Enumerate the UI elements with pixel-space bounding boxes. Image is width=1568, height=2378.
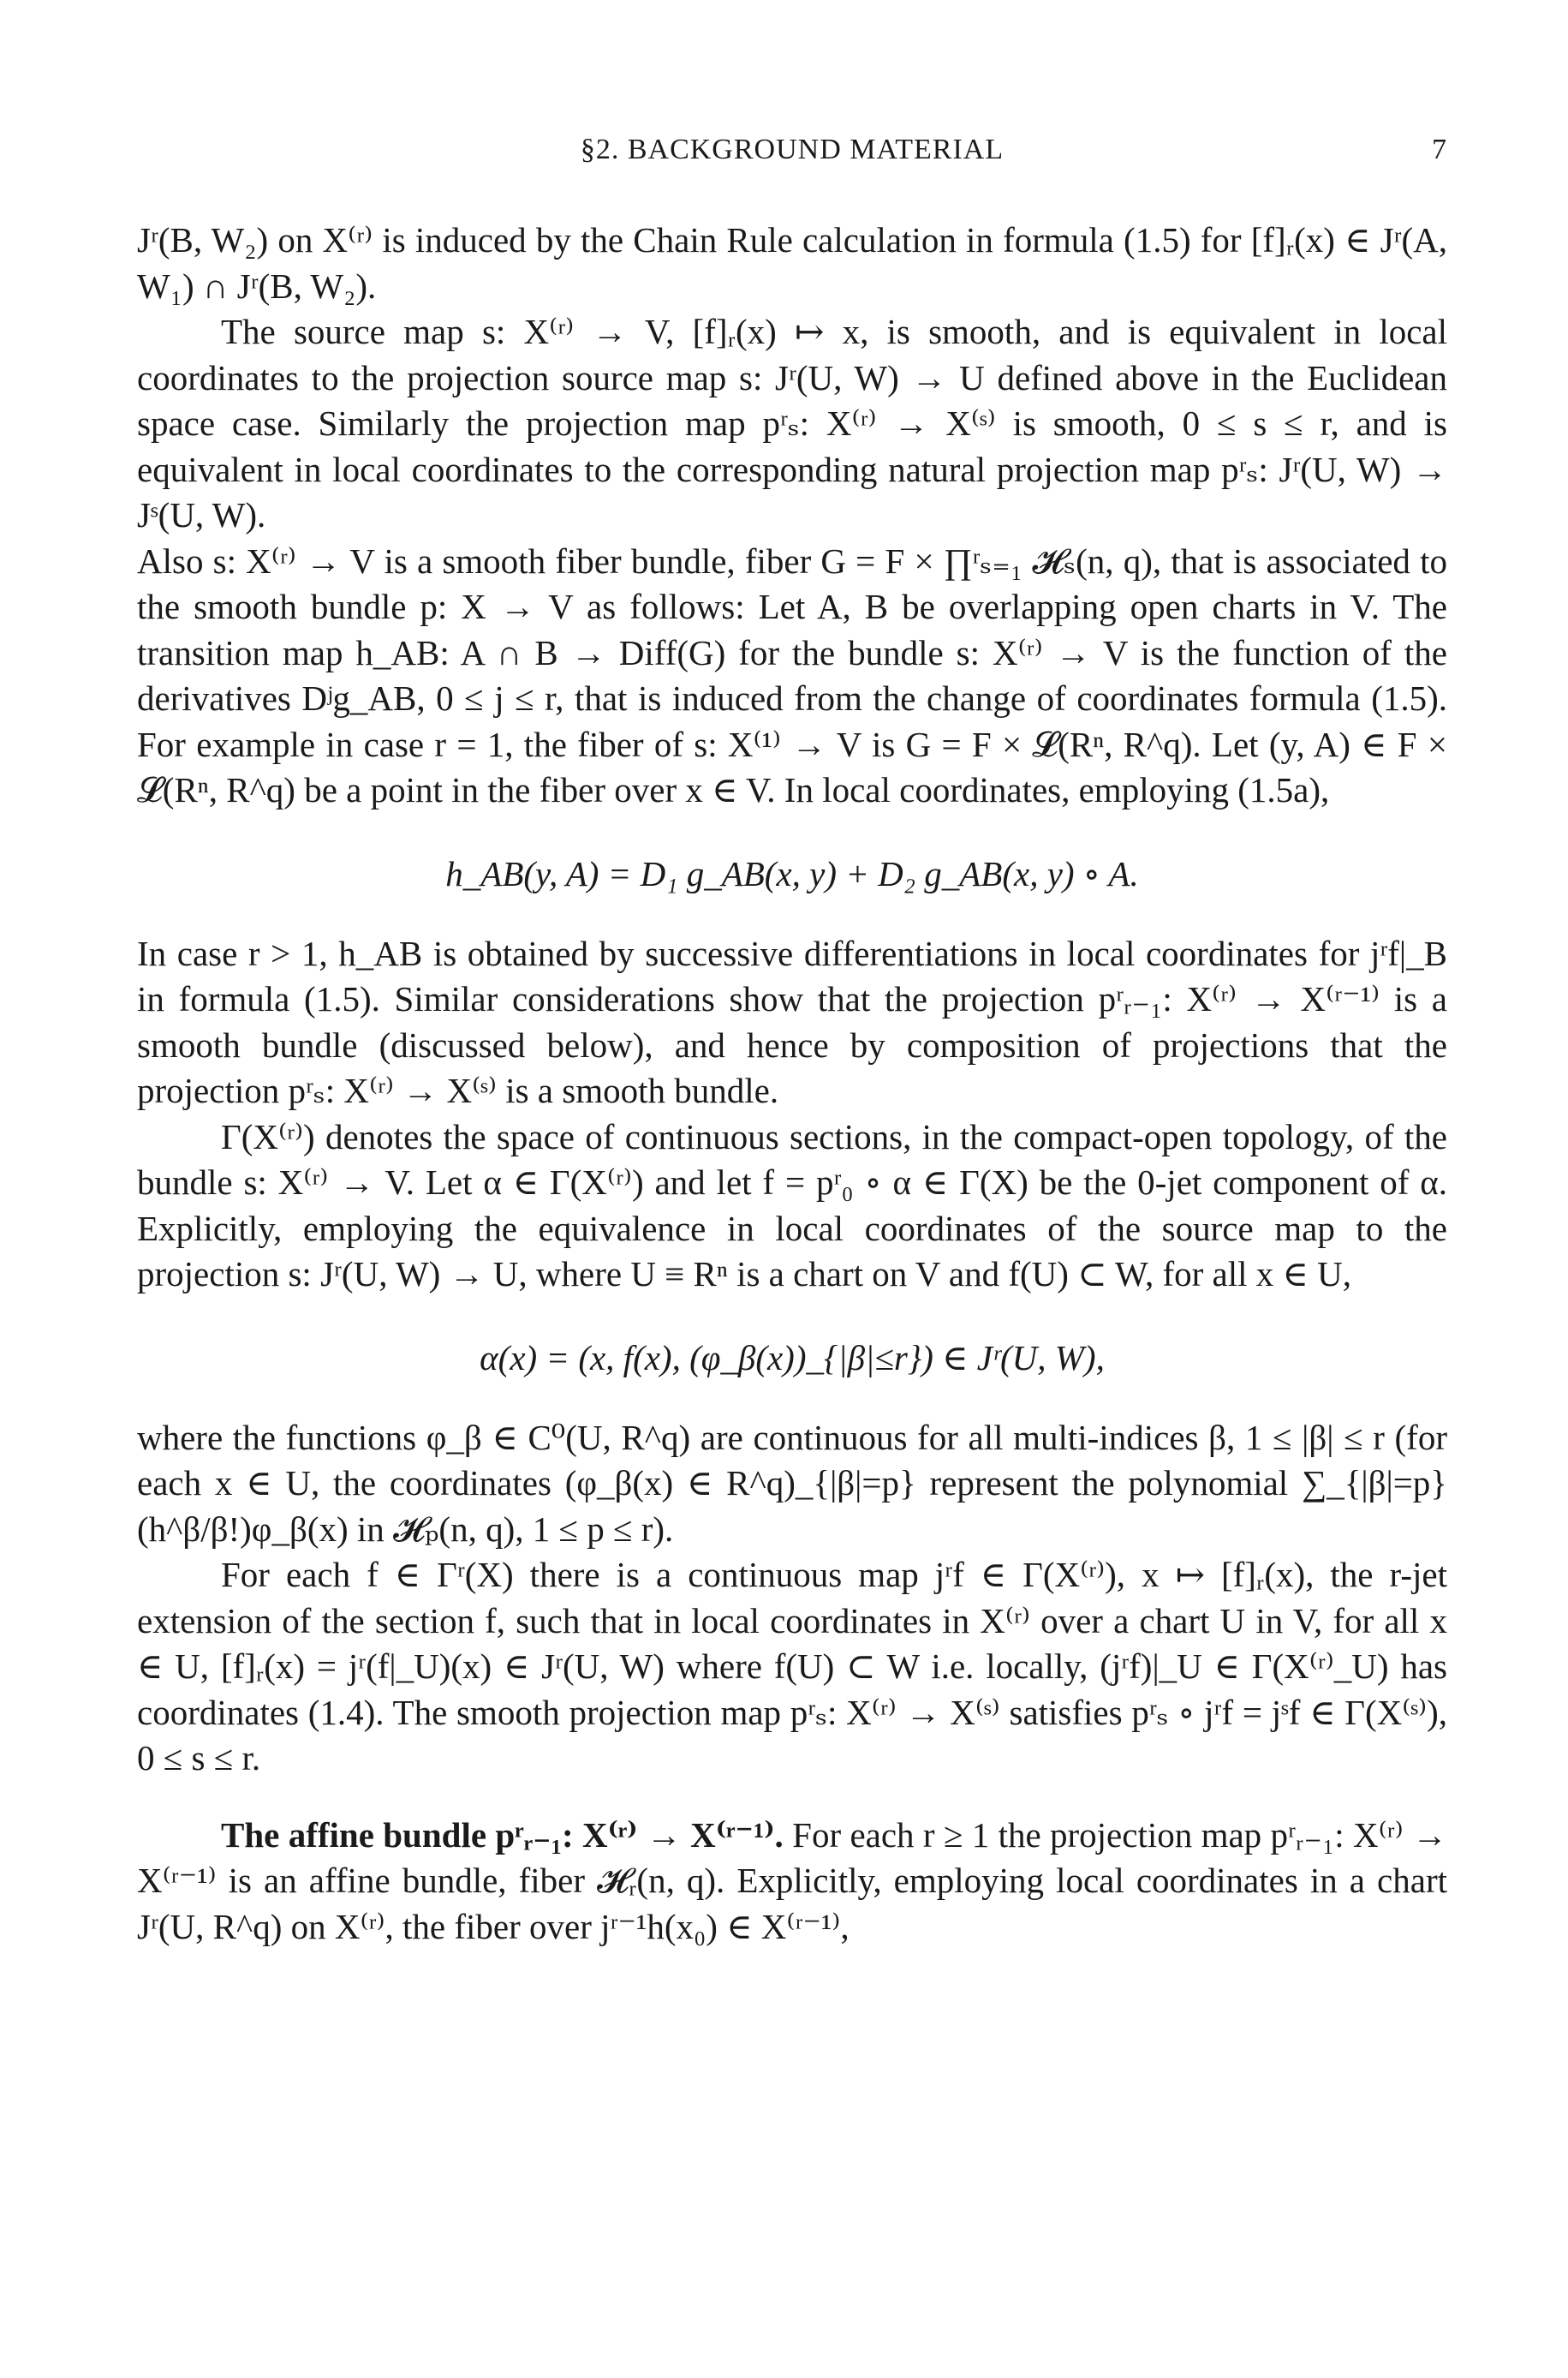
equation-section-coordinates: α(x) = (x, f(x), (φ_β(x))_{|β|≤r}) ∈ Jʳ(U, W),: [480, 1337, 1105, 1377]
paragraph-affine-bundle: [137, 1813, 1447, 1951]
subsection-heading: The affine bundle pʳᵣ₋₁: X⁽ʳ⁾ → X⁽ʳ⁻¹⁾.: [221, 1814, 784, 1855]
paragraph-8: For each r ≥ 1 the projection map pʳᵣ₋₁: X⁽ʳ⁾ → X⁽ʳ⁻¹⁾ is an affine bundle, fiber 𝓗ᵣ(n, q). Explicitly, employing local coordinates in a chart Jʳ(U, R^q) on X⁽ʳ⁾, the fiber over jʳ⁻¹h(x₀) ∈ X⁽ʳ⁻¹⁾,: [137, 1814, 1448, 1946]
equation-transition-map: h_AB(y, A) = D₁ g_AB(x, y) + D₂ g_AB(x, y) ∘ A.: [445, 853, 1139, 893]
header-title: §2. BACKGROUND MATERIAL: [580, 134, 1005, 165]
body-text: [137, 218, 1447, 1950]
running-header: [137, 128, 1447, 180]
paragraph-7: For each f ∈ Γʳ(X) there is a continuous map jʳf ∈ Γ(X⁽ʳ⁾), x ↦ [f]ᵣ(x), the r-jet extension of the section f, such that in local coordinates in X⁽ʳ⁾ over a chart U in V, for all x ∈ U, [f]ᵣ(x) = jʳ(f|_U)(x) ∈ Jʳ(U, W) where f(U) ⊂ W i.e. locally, (jʳf)|_U ∈ Γ(X⁽ʳ⁾_U) has coordinates (1.4). The smooth projection map pʳₛ: X⁽ʳ⁾ → X⁽ˢ⁾ satisfies pʳₛ ∘ jʳf = jˢf ∈ Γ(X⁽ˢ⁾), 0 ≤ s ≤ r.: [137, 1555, 1447, 1778]
page: [137, 128, 1447, 1950]
paragraph-6: where the functions φ_β ∈ C⁰(U, R^q) are continuous for all multi-indices β, 1 ≤ |β| ≤ r (for each x ∈ U, the coordinates (φ_β(x) ∈ R^q)_{|β|=p} represent the polynomial ∑_{|β|=p}(h^β/β!)φ_β(x) in 𝓗ₚ(n, q), 1 ≤ p ≤ r).: [137, 1417, 1447, 1549]
paragraph-3: Also s: X⁽ʳ⁾ → V is a smooth fiber bundle, fiber G = F × ∏ʳₛ₌₁ 𝓗ₛ(n, q), that is associated to the smooth bundle p: X → V as follows: Let A, B be overlapping open charts in V. The transition map h_AB: A ∩ B → Diff(G) for the bundle s: X⁽ʳ⁾ → V is the function of the derivatives Dʲg_AB, 0 ≤ j ≤ r, that is induced from the change of coordinates formula (1.5). For example in case r = 1, the fiber of s: X⁽¹⁾ → V is G = F × 𝓛(Rⁿ, R^q). Let (y, A) ∈ F × 𝓛(Rⁿ, R^q) be a point in the fiber over x ∈ V. In local coordinates, employing (1.5a),: [137, 541, 1447, 810]
paragraph-1: Jʳ(B, W₂) on X⁽ʳ⁾ is induced by the Chain Rule calculation in formula (1.5) for [f]ᵣ(x) ∈ Jʳ(A, W₁) ∩ Jʳ(B, W₂).: [137, 220, 1447, 306]
paragraph-4: In case r > 1, h_AB is obtained by successive differentiations in local coordinates for jʳf|_B in formula (1.5). Similar considerations show that the projection pʳᵣ₋₁: X⁽ʳ⁾ → X⁽ʳ⁻¹⁾ is a smooth bundle (discussed below), and hence by composition of projections that the projection pʳₛ: X⁽ʳ⁾ → X⁽ˢ⁾ is a smooth bundle.: [137, 933, 1447, 1110]
page-number: 7: [1432, 134, 1447, 165]
paragraph-5: Γ(X⁽ʳ⁾) denotes the space of continuous sections, in the compact-open topology, of the bundle s: X⁽ʳ⁾ → V. Let α ∈ Γ(X⁽ʳ⁾) and let f = pʳ₀ ∘ α ∈ Γ(X) be the 0-jet component of α. Explicitly, employing the equivalence in local coordinates of the source map to the projection s: Jʳ(U, W) → U, where U ≡ Rⁿ is a chart on V and f(U) ⊂ W, for all x ∈ U,: [137, 1116, 1447, 1294]
paragraph-2: The source map s: X⁽ʳ⁾ → V, [f]ᵣ(x) ↦ x, is smooth, and is equivalent in local coordinates to the projection source map s: Jʳ(U, W) → U defined above in the Euclidean space case. Similarly the projection map pʳₛ: X⁽ʳ⁾ → X⁽ˢ⁾ is smooth, 0 ≤ s ≤ r, and is equivalent in local coordinates to the corresponding natural projection map pʳₛ: Jʳ(U, W) → Jˢ(U, W).: [137, 312, 1447, 535]
